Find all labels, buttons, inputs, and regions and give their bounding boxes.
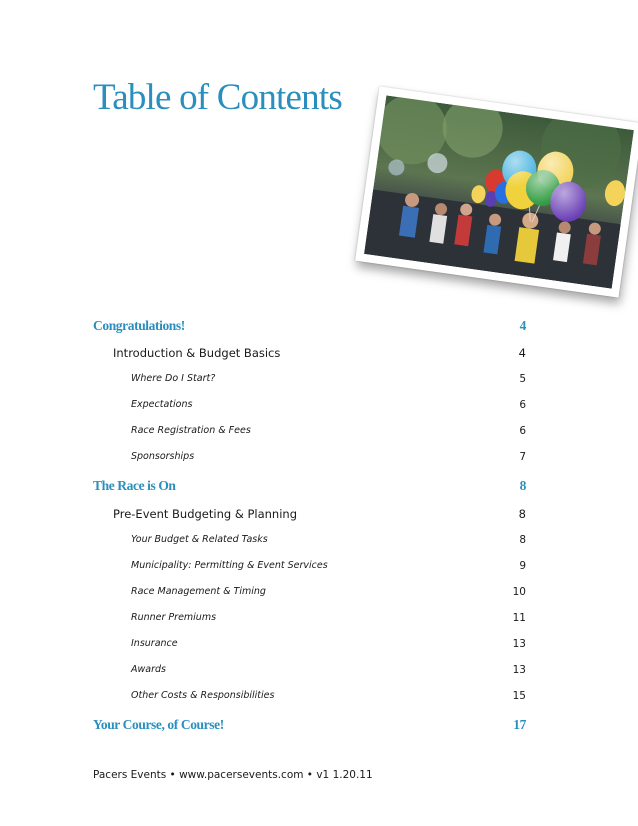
toc-subentry[interactable] bbox=[93, 560, 526, 582]
toc-entry-label: Expectations bbox=[131, 399, 193, 410]
toc-page-number: 6 bbox=[519, 399, 526, 411]
toc-entry-label: Municipality: Permitting & Event Services bbox=[131, 560, 328, 571]
toc-entry-label: Other Costs & Responsibilities bbox=[131, 690, 275, 701]
toc-subentry[interactable] bbox=[93, 612, 526, 634]
toc-section-heading[interactable] bbox=[93, 478, 526, 500]
toc-page-number: 13 bbox=[512, 664, 526, 676]
toc-subentry[interactable] bbox=[93, 586, 526, 608]
toc-page-number: 10 bbox=[512, 586, 526, 598]
page-footer: Pacers Events • www.pacersevents.com • v1 1.20.11 bbox=[93, 769, 373, 781]
toc-chapter-entry[interactable] bbox=[93, 507, 526, 529]
toc-entry-label: Congratulations! bbox=[93, 318, 185, 333]
toc-page-number: 5 bbox=[519, 373, 526, 385]
toc-page-number: 8 bbox=[519, 478, 526, 493]
toc-subentry[interactable] bbox=[93, 373, 526, 395]
toc-chapter-entry[interactable] bbox=[93, 346, 526, 368]
toc-page-number: 8 bbox=[519, 534, 526, 546]
toc-section-heading[interactable] bbox=[93, 717, 526, 739]
toc-page-number: 8 bbox=[518, 507, 526, 521]
toc-subentry[interactable] bbox=[93, 664, 526, 686]
toc-entry-label: Runner Premiums bbox=[131, 612, 217, 623]
toc-page-number: 7 bbox=[519, 451, 526, 463]
toc-entry-label: Race Management & Timing bbox=[131, 586, 266, 597]
toc-page-number: 11 bbox=[512, 612, 526, 624]
balloons-photo-image bbox=[364, 95, 634, 288]
toc-subentry[interactable] bbox=[93, 451, 526, 473]
balloons-photo bbox=[355, 86, 638, 297]
toc-subentry[interactable] bbox=[93, 534, 526, 556]
toc-page-number: 13 bbox=[512, 638, 526, 650]
toc-page-number: 15 bbox=[512, 690, 526, 702]
toc-entry-label: The Race is On bbox=[93, 478, 176, 493]
toc-section-heading[interactable] bbox=[93, 318, 526, 340]
toc-subentry[interactable] bbox=[93, 425, 526, 447]
toc-page-number: 17 bbox=[513, 717, 526, 732]
toc-entry-label: Your Course, of Course! bbox=[93, 717, 224, 732]
toc-entry-label: Insurance bbox=[131, 638, 178, 649]
page-title: Table of Contents bbox=[93, 77, 342, 118]
toc-entry-label: Sponsorships bbox=[131, 451, 195, 462]
toc-entry-label: Pre-Event Budgeting & Planning bbox=[113, 507, 297, 521]
toc-entry-label: Race Registration & Fees bbox=[131, 425, 251, 436]
toc-entry-label: Awards bbox=[131, 664, 166, 675]
toc-subentry[interactable] bbox=[93, 399, 526, 421]
toc-page-number: 4 bbox=[518, 346, 526, 360]
toc-entry-label: Your Budget & Related Tasks bbox=[131, 534, 268, 545]
toc-page-number: 4 bbox=[519, 318, 526, 333]
toc-page-number: 9 bbox=[519, 560, 526, 572]
toc-entry-label: Where Do I Start? bbox=[131, 373, 216, 384]
toc-subentry[interactable] bbox=[93, 690, 526, 712]
toc-subentry[interactable] bbox=[93, 638, 526, 660]
toc-entry-label: Introduction & Budget Basics bbox=[113, 346, 281, 360]
toc-page-number: 6 bbox=[519, 425, 526, 437]
